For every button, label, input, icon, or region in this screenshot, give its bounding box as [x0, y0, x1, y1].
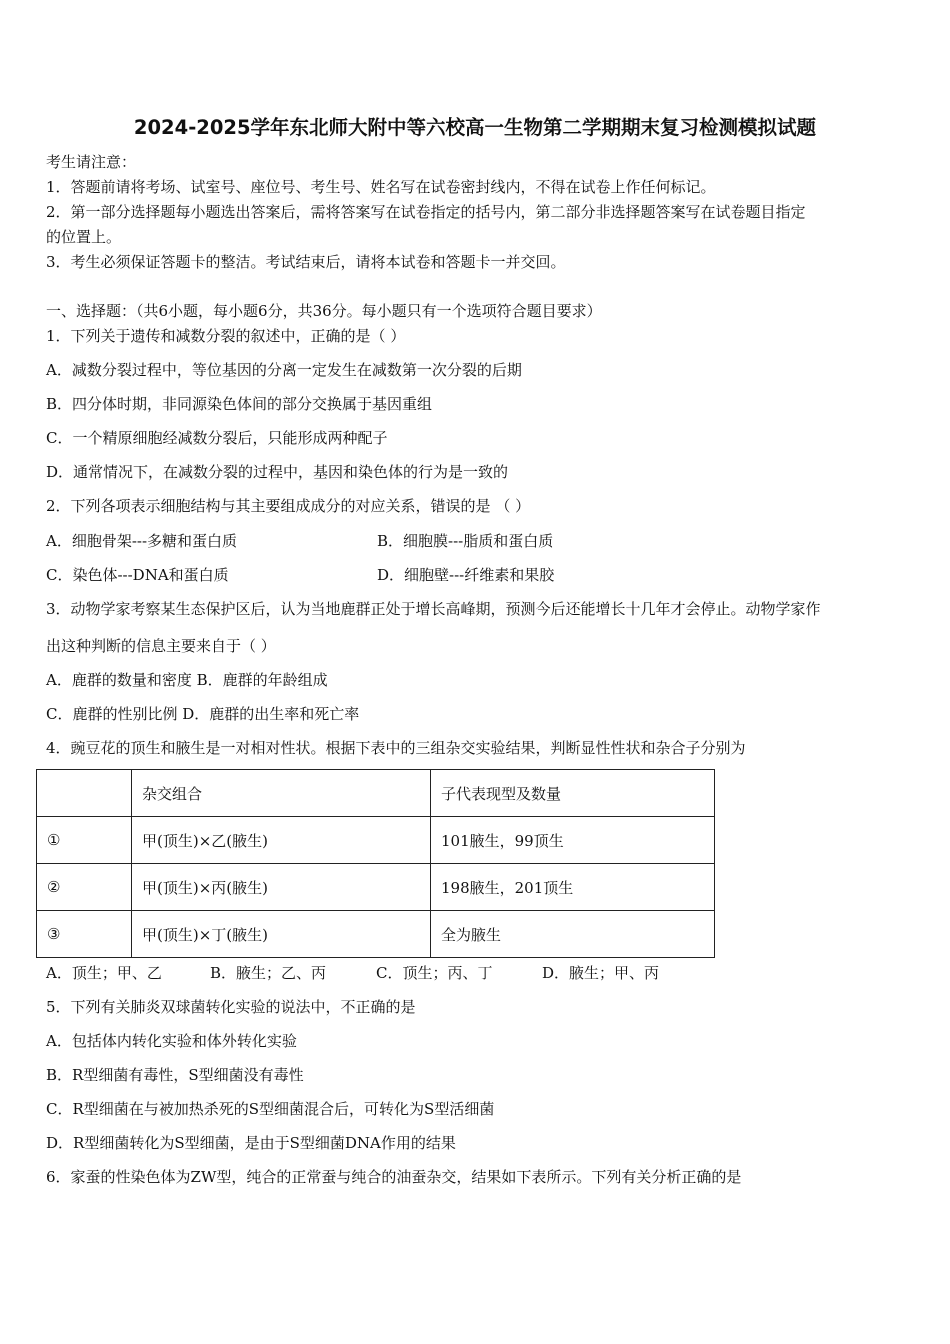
q5-option-a: A．包括体内转化实验和体外转化实验 [46, 1032, 297, 1050]
q1-option-c: C．一个精原细胞经减数分裂后，只能形成两种配子 [46, 429, 388, 447]
notice-heading: 考生请注意： [46, 153, 137, 171]
table-cell: ① [37, 817, 132, 864]
q1-stem: 1．下列关于遗传和减数分裂的叙述中，正确的是（ ） [46, 327, 406, 345]
q5-stem: 5．下列有关肺炎双球菌转化实验的说法中，不正确的是 [46, 998, 416, 1016]
q2-option-c: C．染色体---DNA和蛋白质 [46, 566, 229, 584]
q2-option-d: D．细胞壁---纤维素和果胶 [377, 566, 555, 584]
q3-stem-line2: 出这种判断的信息主要来自于（ ） [46, 637, 276, 655]
table-header-cell: 子代表现型及数量 [431, 770, 715, 817]
table-header-cell: 杂交组合 [132, 770, 431, 817]
q1-option-d: D．通常情况下，在减数分裂的过程中，基因和染色体的行为是一致的 [46, 463, 509, 481]
q4-option-a: A．顶生；甲、乙 [46, 964, 162, 982]
table-header-row [37, 770, 715, 817]
q5-option-b: B．R型细菌有毒性，S型细菌没有毒性 [46, 1066, 304, 1084]
table-cell: 甲(顶生)×丁(腋生) [132, 911, 431, 958]
notice-item-3: 3．考生必须保证答题卡的整洁。考试结束后，请将本试卷和答题卡一并交回。 [46, 253, 566, 271]
q4-option-b: B．腋生；乙、丙 [210, 964, 327, 982]
table-cell: 198腋生，201顶生 [431, 864, 715, 911]
table-cell: 101腋生，99顶生 [431, 817, 715, 864]
q1-option-b: B．四分体时期，非同源染色体间的部分交换属于基因重组 [46, 395, 433, 413]
q6-stem: 6．家蚕的性染色体为ZW型，纯合的正常蚕与纯合的油蚕杂交，结果如下表所示。下列有关分析正确的是 [46, 1168, 742, 1186]
table-row [37, 817, 715, 864]
table-row [37, 911, 715, 958]
notice-item-1: 1．答题前请将考场、试室号、座位号、考生号、姓名写在试卷密封线内，不得在试卷上作任何标记。 [46, 178, 716, 196]
table-cell: ③ [37, 911, 132, 958]
q5-option-c: C．R型细菌在与被加热杀死的S型细菌混合后，可转化为S型活细菌 [46, 1100, 495, 1118]
table-cell: 甲(顶生)×乙(腋生) [132, 817, 431, 864]
q4-option-c: C．顶生；丙、丁 [376, 964, 493, 982]
q5-option-d: D．R型细菌转化为S型细菌，是由于S型细菌DNA作用的结果 [46, 1134, 456, 1152]
q4-option-d: D．腋生；甲、丙 [542, 964, 660, 982]
q2-option-a: A．细胞骨架---多糖和蛋白质 [46, 532, 238, 550]
table-cell: 甲(顶生)×丙(腋生) [132, 864, 431, 911]
table-header-cell [37, 770, 132, 817]
table-cell: ② [37, 864, 132, 911]
page-title: 2024-2025学年东北师大附中等六校高一生物第二学期期末复习检测模拟试题 [133, 116, 817, 139]
section-heading: 一、选择题：（共6小题，每小题6分，共36分。每小题只有一个选项符合题目要求） [46, 302, 602, 320]
table-cell: 全为腋生 [431, 911, 715, 958]
q4-stem: 4．豌豆花的顶生和腋生是一对相对性状。根据下表中的三组杂交实验结果，判断显性性状和杂合子分别为 [46, 739, 746, 757]
q1-option-a: A．减数分裂过程中，等位基因的分离一定发生在减数第一次分裂的后期 [46, 361, 522, 379]
notice-item-2: 2．第一部分选择题每小题选出答案后，需将答案写在试卷指定的括号内，第二部分非选择题答案写在试卷题目指定 [46, 203, 806, 221]
q3-options-ab: A．鹿群的数量和密度 B．鹿群的年龄组成 [46, 671, 328, 689]
table-row [37, 864, 715, 911]
q3-options-cd: C．鹿群的性别比例 D．鹿群的出生率和死亡率 [46, 705, 360, 723]
notice-item-2-cont: 的位置上。 [46, 228, 122, 246]
q3-stem-line1: 3．动物学家考察某生态保护区后，认为当地鹿群正处于增长高峰期，预测今后还能增长十几年才会停止。动物学家作 [46, 600, 821, 618]
q2-option-b: B．细胞膜---脂质和蛋白质 [377, 532, 554, 550]
q2-stem: 2．下列各项表示细胞结构与其主要组成成分的对应关系，错误的是 （ ） [46, 497, 531, 515]
q4-cross-table [36, 769, 715, 958]
